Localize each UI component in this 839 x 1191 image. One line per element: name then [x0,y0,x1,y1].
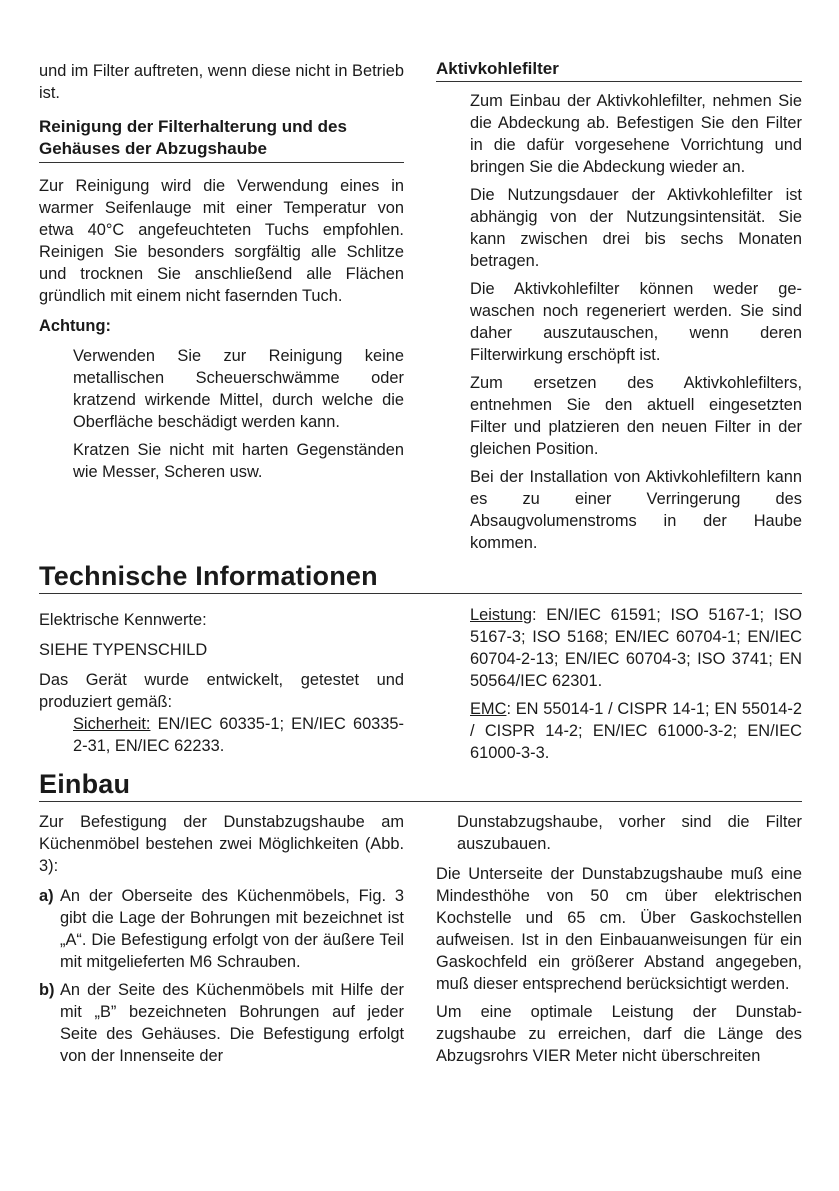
install-intro: Zur Befestigung der Dunstabzugshaube am Küchenmöbel bestehen zwei Möglichkeiten (Abb. 3): [39,813,404,875]
carbon-filter-heading-block [436,58,802,82]
left-top-column [39,60,404,483]
install-right-column [436,811,802,1067]
emc-label: EMC [470,700,507,718]
option-b-label: b) [39,981,55,999]
tech-left-column [39,609,404,757]
right-top-column [436,58,802,554]
safety-text: EN/IEC 60335-1; EN/IEC 60335-2-31, EN/IEC 62233. [73,715,404,755]
tech-right-column [470,604,802,764]
carbon-filter-p2: Die Nutzungsdauer der Aktivkohlefilter ist abhängig von der Nutzungsintensität. Sie kann zwischen drei bis sechs Monaten betragen. [470,186,802,270]
emc-text: : EN 55014-1 / CISPR 14-1; EN 55014-2 / CISPR 14-2; EN/IEC 61000-3-2; EN/IEC 61000-3-3. [470,700,802,762]
cleaning-heading: Reinigung der Filterhalterung und des Gehäuses der Abzugshaube [39,117,347,158]
elec-label: Elektrische Kennwerte: [39,611,207,629]
option-b [39,979,404,1067]
carbon-filter-p5: Bei der Installation von Aktivkohlefiltern kann es zu einer Verringerung des Absaugvolumenstroms in der Haube kommen. [470,468,802,552]
caution-item-2: Kratzen Sie nicht mit harten Gegenständen wie Messer, Scheren usw. [73,441,404,481]
option-a-text: An der Oberseite des Küchenmöbels, Fig. 3 gibt die Lage der Bohrungen mit bezeichnet ist „A“. Die Befestigung erfolgt von der äußere Teil mit mitgelieferten M6 Schrauben. [60,887,404,971]
safety-standards [39,713,404,757]
install-title-rule [39,801,802,802]
option-a [39,885,404,973]
type-plate: SIEHE TYPENSCHILD [39,641,208,659]
power-label: Leistung [470,606,532,624]
power-text: : EN/IEC 61591; ISO 5167-1; ISO 5167-3; ISO 5168; EN/IEC 60704-1; EN/IEC 60704-2-13; EN/IEC 60704-3; ISO 3741; EN 50564/IEC 62301. [470,606,802,690]
carbon-filter-p1: Zum Einbau der Aktivkohlefilter, nehmen Sie die Abdeckung ab. Befestigen Sie den Filter in die dafür vorgesehene Vorrichtung und bringen Sie die Abdeckung wieder an. [470,92,802,176]
caution-list [39,345,404,483]
intro-text: und im Filter auftreten, wenn diese nicht in Betrieb ist. [39,62,404,102]
power-standards [470,604,802,692]
carbon-filter-p3: Die Aktivkohlefilter können weder ge-waschen noch regeneriert werden. Sie sind daher auszutauschen, wenn deren Filterwirkung erschöpft ist. [470,280,802,364]
carbon-filter-p4: Zum ersetzen des Aktivkohlefilters, entnehmen Sie den aktuell eingesetzten Filter und platzieren den neuen Filter in der gleichen Position. [470,374,802,458]
carbon-filter-heading: Aktivkohlefilter [436,59,559,78]
safety-label: Sicherheit: [73,715,151,733]
tech-title: Technische Informationen [39,561,378,591]
height-requirement: Die Unterseite der Dunstabzugshaube muß eine Mindesthöhe von 50 cm über elektrischen Kochstelle und 65 cm. Über Gaskochstellen aufweisen. Ist in den Einbauanweisungen für ein Gaskochfeld ein größerer Abstand angegeben, muß dieser entsprechend berücksichtigt werden. [436,865,802,993]
developed-text: Das Gerät wurde entwickelt, getestet und produziert gemäß: [39,671,404,711]
caution-item-1: Verwenden Sie zur Reinigung keine metallischen Scheuerschwämme oder kratzend wirkende Mittel, durch welche die Oberfläche beschädigt werden kann. [73,347,404,431]
option-b-continued: Dunstabzugshaube, vorher sind die Filter auszubauen. [457,813,802,853]
install-left-column [39,811,404,1067]
tech-title-rule [39,593,802,594]
install-title: Einbau [39,769,131,799]
carbon-filter-body [436,90,802,554]
emc-standards [470,698,802,764]
caution-label: Achtung: [39,317,111,335]
pipe-length: Um eine optimale Leistung der Dunstab-zugshaube zu erreichen, darf die Länge des Abzugsrohrs VIER Meter nicht überschreiten [436,1003,802,1065]
cleaning-heading-block [39,116,404,163]
option-b-text: An der Seite des Küchenmöbels mit Hilfe der mit „B” bezeichneten Bohrungen auf jeder Seite des Gehäuses. Die Befestigung erfolgt von der Innenseite der [60,981,404,1065]
cleaning-body: Zur Reinigung wird die Verwendung eines in warmer Seifenlauge mit einer Temperatur von etwa 40°C angefeuchteten Tuchs empfohlen. Reinigen Sie besonders sorgfältig alle Schlitze und trocknen Sie anschließend alle Flächen gründlich mit einem nicht fasernden Tuch. [39,177,404,305]
option-a-label: a) [39,887,54,905]
